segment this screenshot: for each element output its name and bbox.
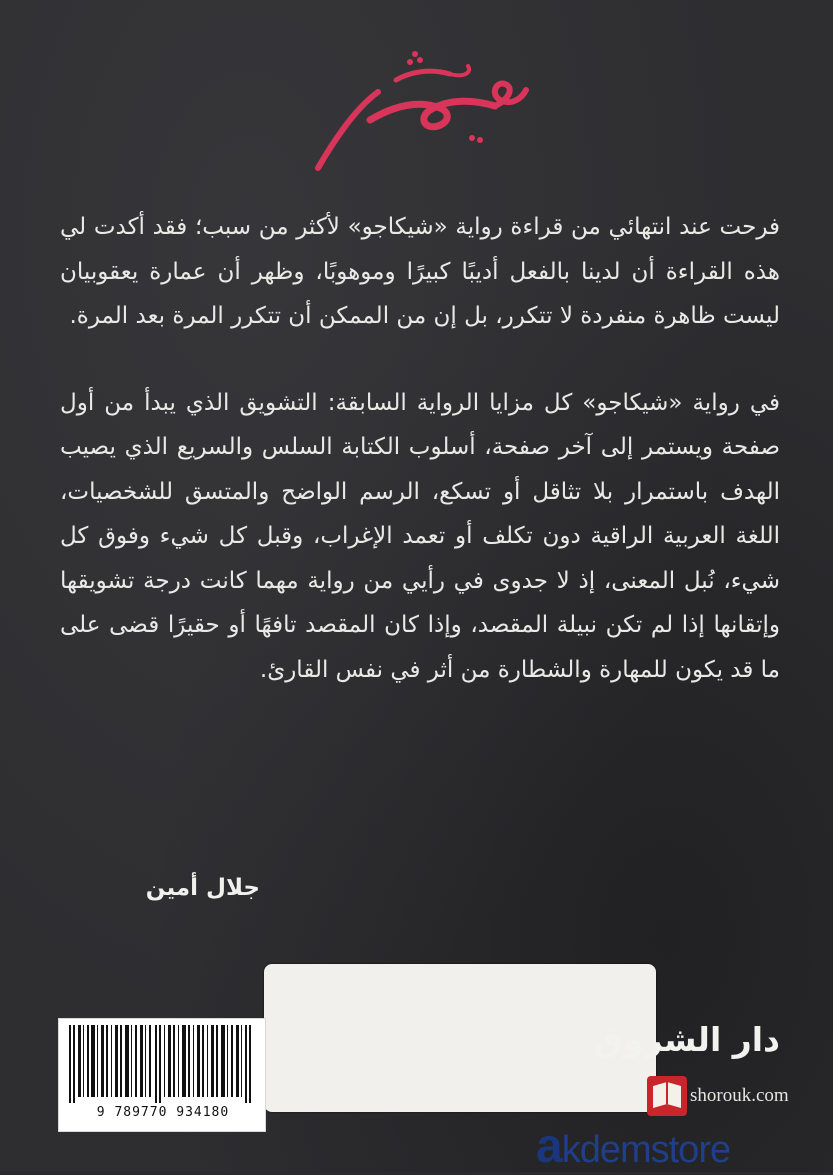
blurb-author: جلال أمين — [145, 875, 260, 901]
isbn-number: 9 789770 934180 — [96, 1105, 230, 1120]
barcode — [58, 1018, 266, 1132]
book-title-calligraphy — [300, 50, 540, 180]
back-cover-blurb — [60, 205, 780, 692]
blurb-paragraph-2: في رواية «شيكاجو» كل مزايا الرواية السابقة: التشويق الذي يبدأ من أول صفحة ويستمر إلى آخر صفحة، أسلوب الكتابة السلس والسريع الذي يصيب الهدف باستمرار بلا تثاقل أو تسكع، الرسم الواضح والمتسق للشخصيات، اللغة العربية الراقية دون تكلف أو تعمد الإغراب، وقبل كل شيء وفوق كل شيء، نُبل المعنى، إذ لا جدوى في رأيي من رواية مهما كانت درجة تشويقها وإتقانها إذا لم تكن نبيلة المقصد، وإذا كان المقصد تافهًا أو حقيرًا قضى على ما قد يكون للمهارة والشطارة من أثر في نفس القارئ. — [60, 389, 780, 683]
blurb-paragraph-1: فرحت عند انتهائي من قراءة رواية «شيكاجو» لأكثر من سبب؛ فقد أكدت لي هذه القراءة أن لدينا بالفعل أديبًا كبيرًا وموهوبًا، وظهر أن عمارة يعقوبيان ليست ظاهرة منفردة لا تتكرر، بل إن من الممكن أن تتكرر المرة بعد المرة. — [60, 214, 780, 329]
watermark-text: kdemstore — [561, 1129, 731, 1171]
publisher-name: دار الشروق — [593, 1020, 780, 1059]
publisher-website: shorouk.com — [690, 1085, 789, 1106]
barcode-bars — [63, 1025, 261, 1103]
publisher-logo-icon — [645, 1072, 689, 1120]
store-watermark — [536, 1122, 833, 1172]
watermark-initial: a — [536, 1120, 562, 1173]
